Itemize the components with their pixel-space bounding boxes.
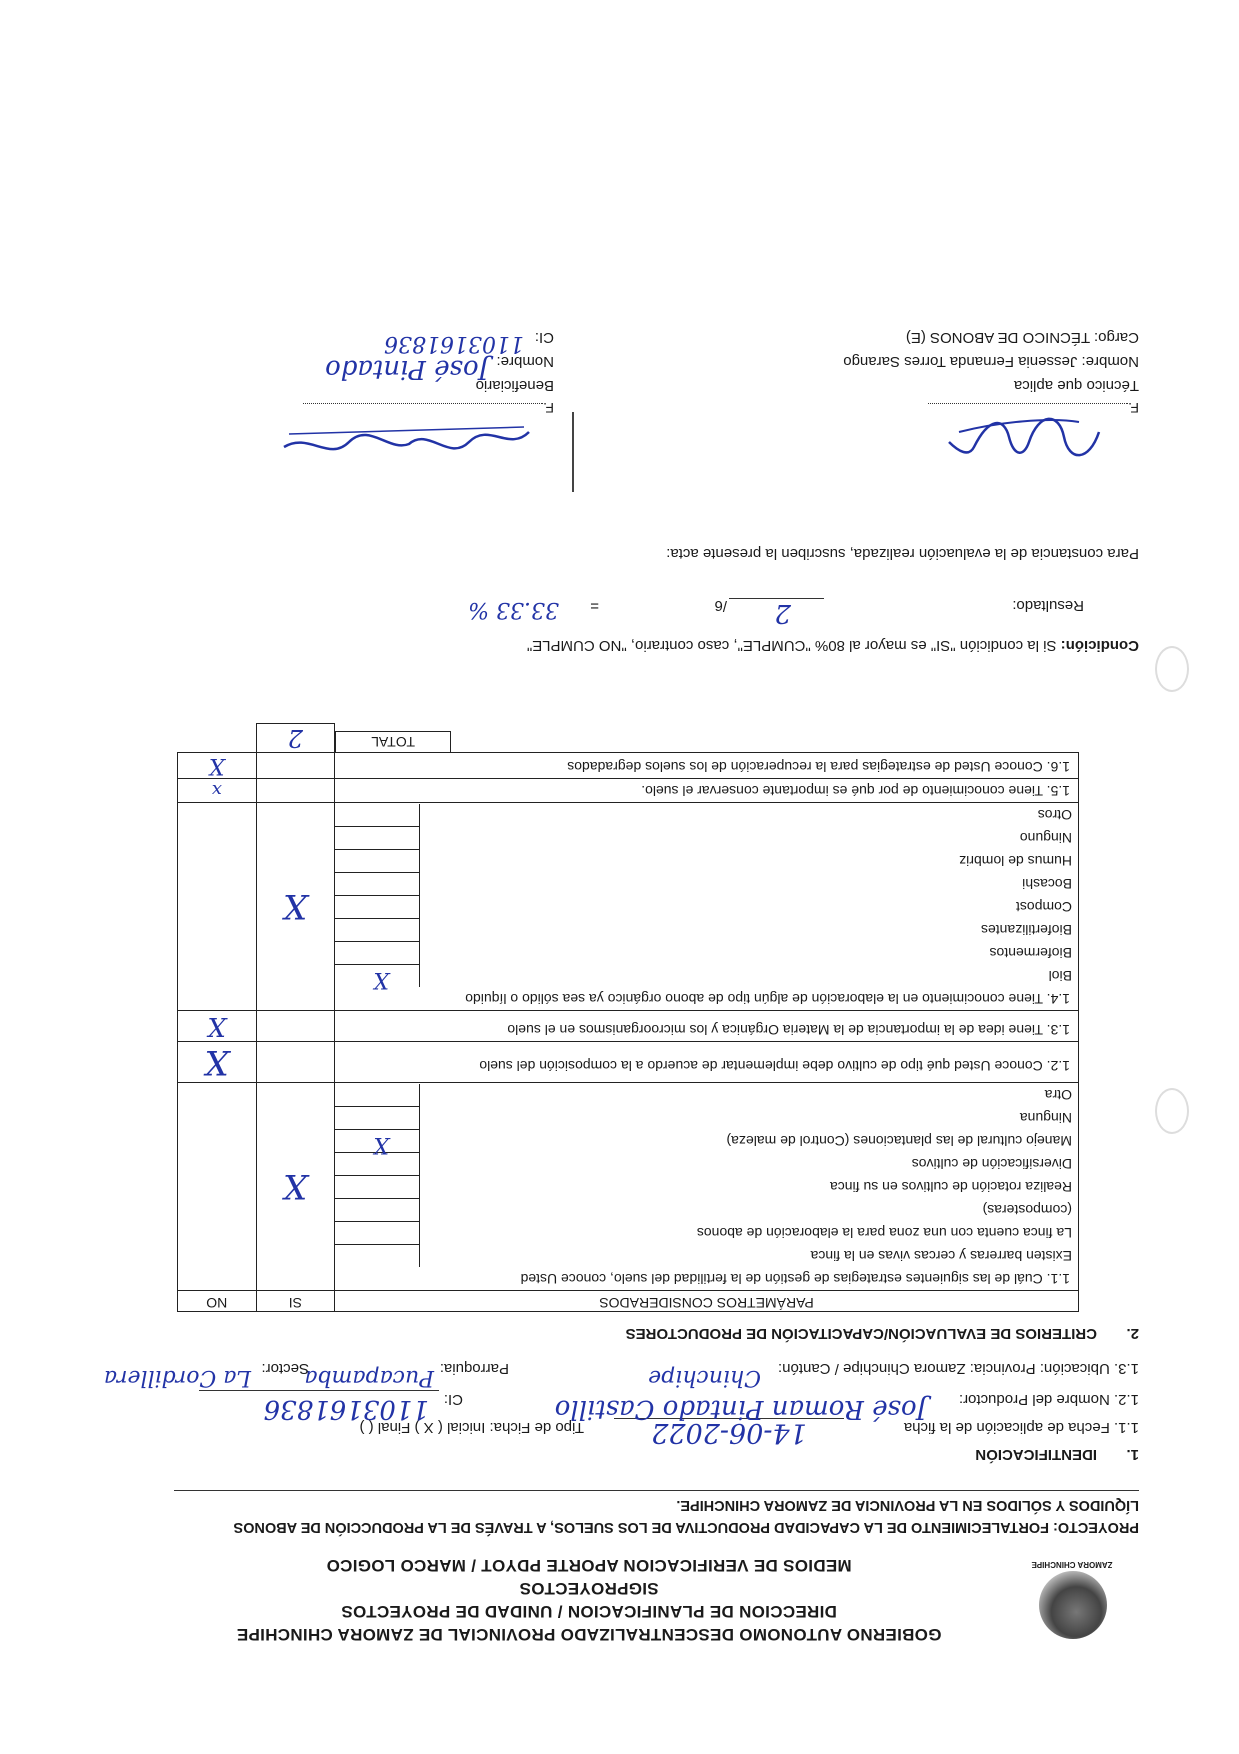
total-no-empty bbox=[178, 724, 257, 753]
q4-option: Ninguno bbox=[335, 826, 1078, 849]
project-divider bbox=[174, 1490, 1139, 1491]
q4-no-mark bbox=[178, 803, 257, 1011]
beneficiario-nombre: José Pintado bbox=[325, 354, 489, 384]
q4-option: Humus de lombriz bbox=[335, 849, 1078, 872]
col-header-params: PARÁMETROS CONSIDERADOS bbox=[335, 1291, 1079, 1312]
tecnico-cargo: Cargo: TÉCNICO DE ABONOS (E) bbox=[905, 329, 1139, 346]
q4-option: Bocashi bbox=[335, 872, 1078, 895]
question-3-text: 1.3. Tiene idea de la importancia de la Materia Orgánica y los microorganismos en el suelo bbox=[507, 1022, 1070, 1038]
question-6-text: 1.6. Conoce Usted de estrategias para la recuperación de los suelos degradados bbox=[567, 759, 1070, 775]
parroquia-label: Parroquia: bbox=[439, 1360, 509, 1377]
header-line-4: MEDIOS DE VERIFICACION APORTE PDYOT / MARCO LOGICO bbox=[326, 1556, 852, 1575]
question-1-text: 1.1. Cuál de las siguientes estrategias de gestión de la fertilidad del suelo, conoce Usted bbox=[520, 1271, 1070, 1287]
question-2-row bbox=[178, 1042, 1079, 1083]
q6-no-mark: X bbox=[178, 753, 257, 779]
q4-option: Biofermentos bbox=[335, 941, 1078, 964]
ci-value: 1103161836 bbox=[263, 1394, 429, 1424]
total-label: TOTAL bbox=[335, 731, 451, 753]
total-row bbox=[178, 724, 1079, 753]
col-header-no: NO bbox=[178, 1291, 257, 1312]
q2-si-mark bbox=[256, 1042, 335, 1083]
q4-option: Biol X bbox=[335, 964, 1078, 987]
q1-option: Existen barreras y cercas vivas en la finca bbox=[335, 1244, 1078, 1267]
question-1-row bbox=[178, 1083, 1079, 1291]
condition-label: Condición: bbox=[1060, 637, 1139, 654]
q1-option: La finca cuenta con una zona para la elaboración de abonos bbox=[335, 1221, 1078, 1244]
question-4-text: 1.4. Tiene conocimiento en la elaboración de algún tipo de abono orgánico ya sea sólido o líquido bbox=[465, 991, 1070, 1007]
q1-si-mark: X bbox=[256, 1083, 335, 1291]
constancia-text: Para constancia de la evaluación realizada, suscriben la presente acta: bbox=[666, 545, 1139, 562]
fecha-value: 14-06-2022 bbox=[651, 1417, 807, 1448]
q1-no-mark bbox=[178, 1083, 257, 1291]
q1-box-mark: X bbox=[373, 1132, 390, 1157]
q2-no-mark: X bbox=[178, 1042, 257, 1083]
q5-no-mark: x bbox=[178, 779, 257, 803]
q4-option: Compost bbox=[335, 895, 1078, 918]
section-1-number: 1. bbox=[1126, 1446, 1139, 1463]
sector-label: Sector: bbox=[261, 1360, 309, 1377]
criteria-table bbox=[177, 723, 1079, 1312]
question-2-text: 1.2. Conoce Usted qué tipo de cultivo debe implementar de acuerdo a la composición del suelo bbox=[479, 1058, 1070, 1074]
resultado-equals: = bbox=[590, 597, 599, 614]
fecha-label: 1.1. Fecha de aplicación de la ficha bbox=[903, 1419, 1139, 1436]
resultado-denominator: /6 bbox=[714, 597, 727, 614]
punch-hole bbox=[1155, 1088, 1189, 1134]
question-5-row bbox=[178, 779, 1079, 803]
tipo-ficha-label: Tipo de Ficha: Inicial ( X ) Final ( ) bbox=[359, 1419, 584, 1436]
productor-label: 1.2. Nombre del Productor: bbox=[958, 1391, 1139, 1408]
q4-si-mark: X bbox=[256, 803, 335, 1011]
section-2-number: 2. bbox=[1126, 1325, 1139, 1342]
header-line-2: DIRECCION DE PLANIFICACION / UNIDAD DE PROYECTOS bbox=[341, 1602, 837, 1621]
beneficiario-title: Beneficiario bbox=[475, 377, 554, 394]
section-2-heading: CRITERIOS DE EVALUACIÓN/CAPACITACIÓN DE PRODUCTORES bbox=[625, 1325, 1097, 1342]
q1-option: Manejo cultural de las plantaciones (Control de maleza) X bbox=[335, 1129, 1078, 1152]
q4-option: Biofertilizantes bbox=[335, 918, 1078, 941]
parroquia-value: Pucapamba bbox=[304, 1365, 434, 1390]
canton-value: Chinchipe bbox=[648, 1365, 761, 1390]
q4-option: Otros bbox=[335, 803, 1078, 826]
total-si-value: 2 bbox=[256, 724, 335, 753]
project-title: PROYECTO: FORTALECIMIENTO DE LA CAPACIDAD PRODUCTIVA DE LOS SUELOS, A TRAVÉS DE LA PRODUCCIÓN DE ABONOS LÍQUIDOS Y SÓLIDOS EN LA PROVINCIA DE ZAMORA CHINCHIPE. bbox=[233, 1497, 1139, 1535]
ci-underline bbox=[199, 1390, 439, 1391]
beneficiario-ci-label: CI: bbox=[534, 329, 554, 346]
tecnico-f-line: F. bbox=[909, 400, 1139, 416]
tecnico-nombre: Nombre: Jessenia Fernanda Torres Sarango bbox=[843, 353, 1139, 370]
q6-si-mark bbox=[256, 753, 335, 779]
question-6-row bbox=[178, 753, 1079, 779]
gad-logo bbox=[1039, 1571, 1107, 1639]
resultado-percent: 33.33 % bbox=[468, 597, 559, 622]
question-5-text: 1.5. Tiene conocimiento de por qué es importante conservar el suelo. bbox=[641, 783, 1070, 799]
q1-option: (composteras) bbox=[335, 1198, 1078, 1221]
condition-line bbox=[527, 637, 1139, 654]
q1-option: Otra bbox=[335, 1083, 1078, 1106]
header-line-1: GOBIERNO AUTONOMO DESCENTRALIZADO PROVINCIAL DE ZAMORA CHINCHIPE bbox=[236, 1625, 942, 1644]
col-header-si: SI bbox=[256, 1291, 335, 1312]
productor-value: José Roman Pintado Castillo bbox=[554, 1394, 927, 1424]
q3-si-mark bbox=[256, 1011, 335, 1042]
resultado-label: Resultado: bbox=[1012, 597, 1084, 614]
section-1-heading: IDENTIFICACIÓN bbox=[975, 1446, 1097, 1463]
logo-text: ZAMORA CHINCHIPE bbox=[1031, 1560, 1113, 1569]
q1-option: Realiza rotación de cultivos en su finca bbox=[335, 1175, 1078, 1198]
question-4-row bbox=[178, 803, 1079, 1011]
sector-value: La Cordillera bbox=[103, 1365, 251, 1390]
question-3-row bbox=[178, 1011, 1079, 1042]
punch-hole bbox=[1155, 646, 1189, 692]
q1-option: Ninguna bbox=[335, 1106, 1078, 1129]
beneficiario-f-line: F. bbox=[294, 400, 554, 416]
beneficiario-signature bbox=[274, 412, 539, 462]
tecnico-title: Técnico que aplica bbox=[1013, 377, 1139, 394]
ubicacion-label: 1.3. Ubicación: Provincia: Zamora Chinchipe / Cantón: bbox=[777, 1360, 1139, 1377]
condition-text: Si la condición "SI" es mayor al 80% "CUMPLE", caso contrario, "NO CUMPLE" bbox=[526, 637, 1057, 654]
header-line-3: SIGPROYECTOS bbox=[519, 1579, 659, 1598]
q5-si-mark bbox=[256, 779, 335, 803]
beneficiario-nombre-label: Nombre: bbox=[496, 353, 554, 370]
resultado-value: 2 bbox=[774, 598, 791, 628]
q1-option: Diversificación de cultivos bbox=[335, 1152, 1078, 1175]
q4-box-mark: X bbox=[373, 967, 390, 992]
ci-label: CI: bbox=[443, 1391, 463, 1408]
signature-divider bbox=[572, 412, 574, 492]
q3-no-mark: X bbox=[178, 1011, 257, 1042]
beneficiario-ci: 1103161836 bbox=[384, 331, 524, 356]
